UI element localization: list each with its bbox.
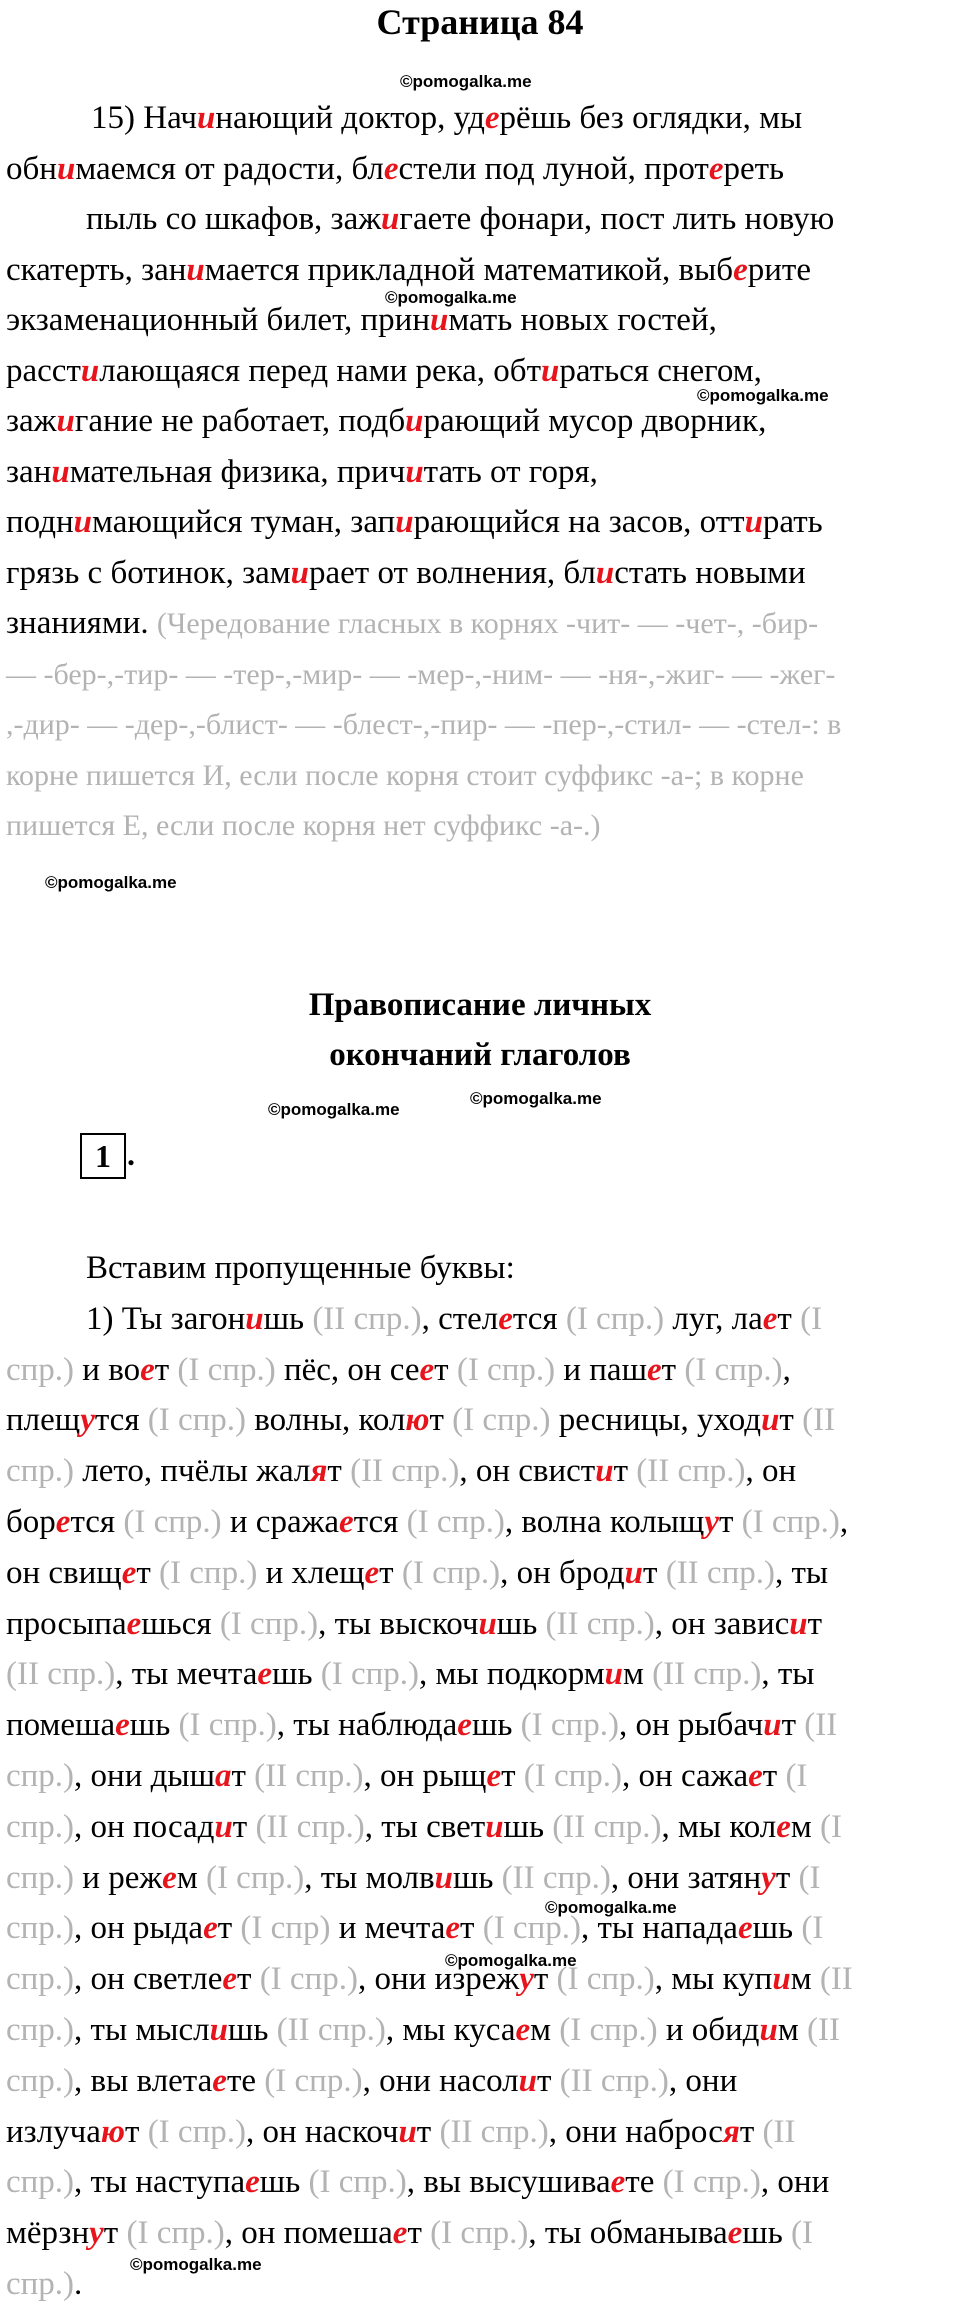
watermark: ©pomogalka.me xyxy=(697,386,829,405)
task-number-dot: . xyxy=(127,1136,135,1172)
section-title-line2: окончаний глаголов xyxy=(329,1037,631,1073)
watermark: ©pomogalka.me xyxy=(445,1951,577,1970)
task-intro: Вставим пропущенные буквы: xyxy=(86,1250,515,1286)
page-title: Страница 84 xyxy=(376,2,584,42)
exercise-15-text: 15) Начинающий доктор, удерёшь без оглядки, мы обнимаемся от радости, блестели под луной, протереть пыль со шкафов, зажигаете фонари, пост лить новую скатерть, занимается прикладной математикой, выберите экзаменационный билет, принимать новых гостей, расстилающаяся перед нами река, обтираться снегом, зажигание не работает, подбирающий мусор дворник, занимательная физика, причитать от горя, поднимающийся туман, запирающийся на засов, оттирать грязь с ботинок, замирает от волнения, блистать новыми знаниями. (Чередование гласных в корнях -чит- — -чет-, -бир- — -бер-,-тир- — -тер-,-мир- — -мер-,-ним- — -ня-,-жиг- — -жег- ,-дир- — -дер-,-блист- — -блест-,-пир- — -пер-,-стил- — -стел-: в корне пишется И, если после корня стоит суффикс -а-; в корне пишется Е, если после корня нет суффикс -а-.) xyxy=(6,100,842,842)
watermark: ©pomogalka.me xyxy=(130,2255,262,2274)
watermark: ©pomogalka.me xyxy=(545,1898,677,1917)
watermark: ©pomogalka.me xyxy=(45,873,177,892)
section-title-line1: Правописание личных xyxy=(308,987,652,1023)
watermark: ©pomogalka.me xyxy=(385,288,517,307)
watermark: ©pomogalka.me xyxy=(400,72,532,91)
watermark: ©pomogalka.me xyxy=(470,1089,602,1108)
task-number-box: 1 xyxy=(80,1133,126,1179)
watermark: ©pomogalka.me xyxy=(268,1100,400,1119)
task-1-text: Вставим пропущенные буквы: 1) Ты загонишь (II спр.), стелется (I спр.) луг, лает (I спр.) и воет (I спр.) пёс, он сеет (I спр.) и пашет (I спр.), плещутся (I спр.) волны, колют (I спр.) ресницы, уходит (II спр.) лето, пчёлы жалят (II спр.), он свистит (II спр.), он борется (I спр.) и сражается (I спр.), волна колыщут (I спр.), он свищет (I спр.) и хлещет (I спр.), он бродит (II спр.), ты просыпаешься (I спр.), ты выскочишь (II спр.), он зависит (II спр.), ты мечтаешь (I спр.), мы подкормим (II спр.), ты помешаешь (I спр.), ты наблюдаешь (I спр.), он рыбачит (II спр.), они дышат (II спр.), он рыщет (I спр.), он сажает (I спр.), он посадит (II спр.), ты светишь (II спр.), мы колем (I спр.) и режем (I спр.), ты молвишь (II спр.), они затянут (I спр.), он рыдает (I спр) и мечтает (I спр.), ты нападaешь (I спр.), он светлеет (I спр.), они изрежут (I спр.), мы купим (II спр.), ты мыслишь (II спр.), мы кусаем (I спр.) и обидим (II спр.), вы влетаете (I спр.), они насолит (II спр.), они излучают (I спр.), он наскочит (II спр.), они набросят (II спр.), ты наступаешь (I спр.), вы высушиваете (I спр.), они мёрзнут (I спр.), он помешает (I спр.), ты обманываешь (I спр.). xyxy=(6,1243,956,2310)
